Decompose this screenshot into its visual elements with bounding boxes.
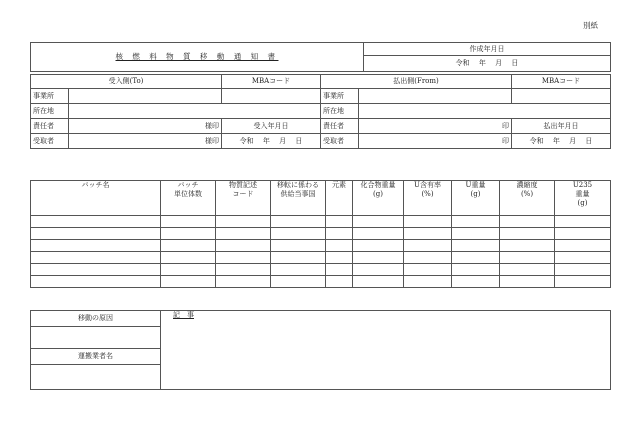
batch-cell[interactable] — [353, 240, 404, 252]
batch-header-cell: U含有率 (%) — [404, 181, 452, 216]
batch-cell[interactable] — [161, 264, 216, 276]
batch-cell[interactable] — [31, 240, 161, 252]
batch-cell[interactable] — [31, 228, 161, 240]
received-date-value: 令和 年 月 日 — [222, 134, 321, 149]
received-date-label: 受入年月日 — [222, 119, 321, 134]
batch-header-cell: 元素 — [326, 181, 353, 216]
batch-cell[interactable] — [216, 276, 271, 288]
batch-cell[interactable] — [500, 240, 555, 252]
batch-cell[interactable] — [31, 264, 161, 276]
batch-row — [31, 264, 611, 276]
batch-cell[interactable] — [452, 228, 500, 240]
receiver-mba-code-label: MBAコード — [222, 75, 321, 89]
batch-cell[interactable] — [353, 276, 404, 288]
batch-header-cell: 物質記述 コード — [216, 181, 271, 216]
batch-cell[interactable] — [555, 276, 611, 288]
shipper-manager-label: 責任者 — [321, 119, 359, 134]
batch-cell[interactable] — [555, 228, 611, 240]
batch-cell[interactable] — [216, 240, 271, 252]
batch-cell[interactable] — [216, 264, 271, 276]
shipper-person-stamp: 印 — [359, 134, 512, 149]
batch-cell[interactable] — [404, 264, 452, 276]
receiver-label: 受入側(To) — [31, 75, 222, 89]
batch-cell[interactable] — [326, 240, 353, 252]
batch-cell[interactable] — [326, 276, 353, 288]
batch-cell[interactable] — [555, 264, 611, 276]
batch-cell[interactable] — [326, 216, 353, 228]
batch-cell[interactable] — [452, 216, 500, 228]
batch-table — [30, 180, 611, 288]
batch-cell[interactable] — [555, 216, 611, 228]
document-title-cell — [31, 43, 364, 72]
receiver-address-field[interactable] — [69, 104, 321, 119]
receiver-mba-code-field[interactable] — [222, 89, 321, 104]
carrier-field[interactable] — [31, 365, 161, 390]
shipper-label: 払出側(From) — [321, 75, 512, 89]
created-date-label: 作成年月日 — [364, 43, 611, 56]
batch-cell[interactable] — [353, 252, 404, 264]
parties-table — [30, 74, 611, 149]
receiver-office-label: 事業所 — [31, 89, 69, 104]
shipper-manager-stamp: 印 — [359, 119, 512, 134]
batch-cell[interactable] — [500, 228, 555, 240]
batch-cell[interactable] — [404, 216, 452, 228]
batch-cell[interactable] — [500, 264, 555, 276]
batch-cell[interactable] — [500, 252, 555, 264]
batch-cell[interactable] — [271, 264, 326, 276]
batch-row — [31, 228, 611, 240]
batch-cell[interactable] — [326, 252, 353, 264]
batch-header-cell: 化合物重量 (g) — [353, 181, 404, 216]
batch-header-cell: 移転に係わる 供給当事国 — [271, 181, 326, 216]
batch-cell[interactable] — [353, 216, 404, 228]
receiver-address-label: 所在地 — [31, 104, 69, 119]
batch-cell[interactable] — [216, 216, 271, 228]
document-title: 核 燃 料 物 質 移 動 通 知 書 — [115, 52, 279, 61]
batch-cell[interactable] — [161, 276, 216, 288]
header-table — [30, 42, 611, 72]
batch-cell[interactable] — [271, 276, 326, 288]
receiver-person-seal: 様印 — [69, 134, 222, 149]
shipper-mba-code-label: MBAコード — [512, 75, 611, 89]
carrier-label: 運搬業者名 — [31, 349, 161, 365]
footer-table — [30, 310, 611, 390]
batch-cell[interactable] — [404, 276, 452, 288]
batch-cell[interactable] — [500, 216, 555, 228]
shipped-date-value: 令和 年 月 日 — [512, 134, 611, 149]
batch-cell[interactable] — [161, 216, 216, 228]
shipper-mba-code-field[interactable] — [512, 89, 611, 104]
batch-row — [31, 240, 611, 252]
batch-cell[interactable] — [452, 276, 500, 288]
batch-row — [31, 216, 611, 228]
batch-cell[interactable] — [353, 264, 404, 276]
batch-cell[interactable] — [326, 264, 353, 276]
batch-cell[interactable] — [452, 240, 500, 252]
batch-cell[interactable] — [216, 252, 271, 264]
created-date-value: 令和 年 月 日 — [364, 56, 611, 72]
shipper-office-field[interactable] — [359, 89, 512, 104]
batch-cell[interactable] — [353, 228, 404, 240]
receiver-person-label: 受取者 — [31, 134, 69, 149]
shipped-date-label: 払出年月日 — [512, 119, 611, 134]
batch-cell[interactable] — [31, 276, 161, 288]
shipper-address-field[interactable] — [359, 104, 611, 119]
batch-header-cell: バッチ 単位体数 — [161, 181, 216, 216]
batch-cell[interactable] — [404, 252, 452, 264]
batch-cell[interactable] — [271, 216, 326, 228]
batch-cell[interactable] — [31, 216, 161, 228]
batch-cell[interactable] — [500, 276, 555, 288]
batch-header-cell: U重量 (g) — [452, 181, 500, 216]
batch-cell[interactable] — [271, 252, 326, 264]
batch-cell[interactable] — [404, 228, 452, 240]
batch-cell[interactable] — [452, 264, 500, 276]
receiver-manager-seal: 様印 — [69, 119, 222, 134]
reason-field[interactable] — [31, 327, 161, 349]
notes-label: 記 事 — [173, 311, 194, 319]
batch-cell[interactable] — [404, 240, 452, 252]
batch-cell[interactable] — [326, 228, 353, 240]
batch-cell[interactable] — [555, 252, 611, 264]
receiver-office-field[interactable] — [69, 89, 222, 104]
batch-cell[interactable] — [555, 240, 611, 252]
shipper-address-label: 所在地 — [321, 104, 359, 119]
receiver-manager-label: 責任者 — [31, 119, 69, 134]
batch-header-cell: U235 重量 (g) — [555, 181, 611, 216]
shipper-person-label: 受取者 — [321, 134, 359, 149]
batch-cell[interactable] — [161, 240, 216, 252]
batch-row — [31, 276, 611, 288]
shipper-office-label: 事業所 — [321, 89, 359, 104]
batch-cell[interactable] — [452, 252, 500, 264]
batch-cell[interactable] — [216, 228, 271, 240]
batch-rows — [31, 216, 611, 288]
batch-cell[interactable] — [161, 252, 216, 264]
batch-row — [31, 252, 611, 264]
notes-area[interactable] — [161, 311, 611, 390]
batch-cell[interactable] — [161, 228, 216, 240]
batch-cell[interactable] — [271, 228, 326, 240]
reason-label: 移動の原因 — [31, 311, 161, 327]
attachment-label: 別紙 — [583, 21, 598, 30]
batch-header-row — [31, 181, 611, 216]
batch-header-cell: バッチ名 — [31, 181, 161, 216]
batch-header-cell: 濃縮度 (%) — [500, 181, 555, 216]
batch-cell[interactable] — [271, 240, 326, 252]
batch-cell[interactable] — [31, 252, 161, 264]
